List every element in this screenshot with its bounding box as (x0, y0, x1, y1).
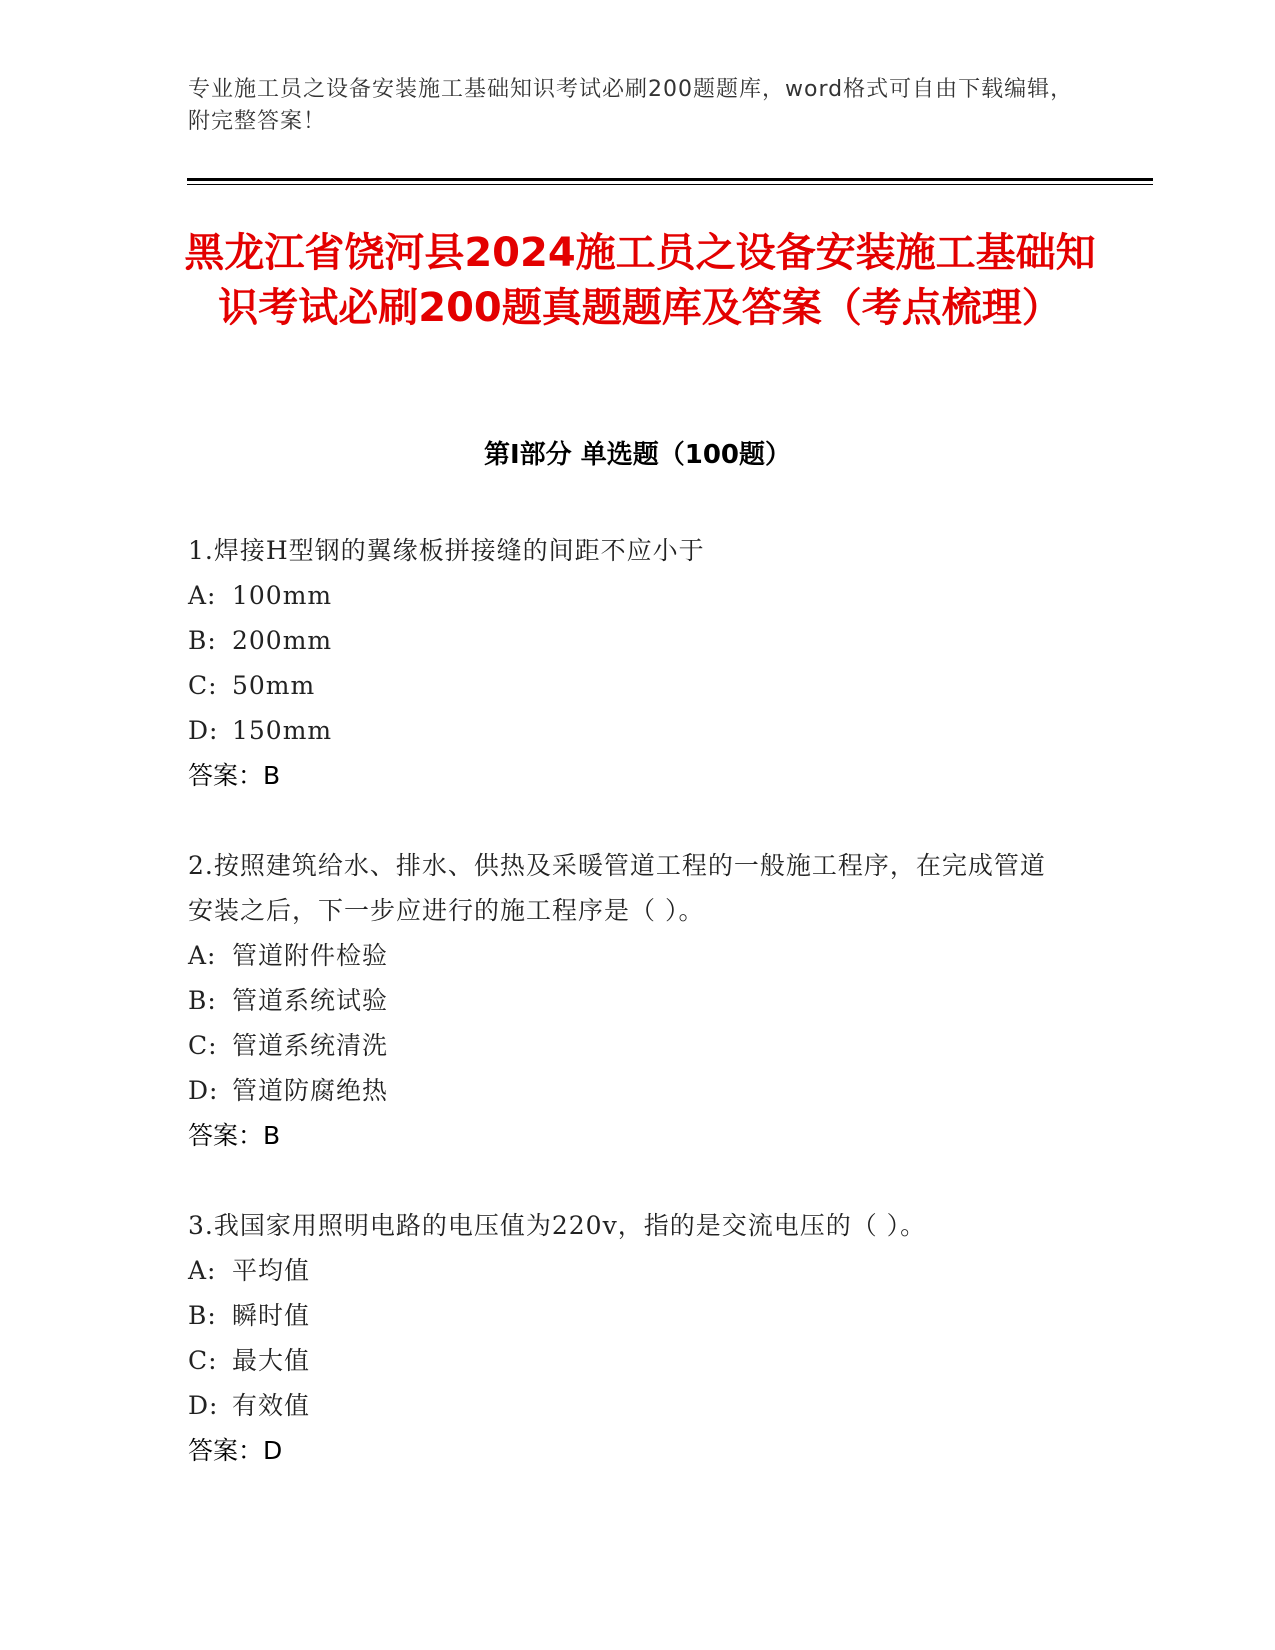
option-d (188, 708, 1068, 753)
option-text: 100mm (232, 581, 333, 610)
option-text: 管道防腐绝热 (232, 1076, 389, 1105)
question-1 (188, 528, 1068, 798)
option-key: D: (188, 716, 219, 745)
option-c (188, 1023, 1068, 1068)
option-c (188, 663, 1068, 708)
answer: 答案：D (188, 1436, 283, 1465)
option-a (188, 573, 1068, 618)
option-key: D: (188, 1076, 219, 1105)
option-text: 瞬时值 (232, 1301, 311, 1330)
question-stem: 1.焊接H型钢的翼缘板拼接缝的间距不应小于 (188, 536, 705, 565)
option-key: B: (188, 626, 217, 655)
option-key: A: (188, 941, 217, 970)
option-text: 管道系统试验 (232, 986, 389, 1015)
answer: 答案：B (188, 761, 281, 790)
option-key: A: (188, 581, 217, 610)
question-list (188, 528, 1068, 1518)
option-b (188, 978, 1068, 1023)
option-a (188, 1248, 1068, 1293)
option-d (188, 1383, 1068, 1428)
option-b (188, 1293, 1068, 1338)
option-key: B: (188, 986, 217, 1015)
question-stem: 3.我国家用照明电路的电压值为220v，指的是交流电压的（ ）。 (188, 1211, 927, 1240)
document-title: 黑龙江省饶河县2024施工员之设备安装施工基础知识考试必刷200题真题题库及答案（考点梳理） (184, 230, 1096, 331)
option-key: D: (188, 1391, 219, 1420)
option-b (188, 618, 1068, 663)
option-d (188, 1068, 1068, 1113)
question-stem: 2.按照建筑给水、排水、供热及采暖管道工程的一般施工程序，在完成管道安装之后，下一步应进行的施工程序是（ ）。 (188, 851, 1046, 925)
option-key: B: (188, 1301, 217, 1330)
option-text: 50mm (232, 671, 316, 700)
section-title: 第I部分 单选题（100题） (484, 440, 791, 470)
answer: 答案：B (188, 1121, 281, 1150)
question-2 (188, 843, 1068, 1158)
option-text: 平均值 (232, 1256, 311, 1285)
option-key: C: (188, 1346, 218, 1375)
option-key: C: (188, 1031, 218, 1060)
option-text: 管道附件检验 (232, 941, 389, 970)
header-rule-thick (187, 178, 1153, 181)
option-c (188, 1338, 1068, 1383)
header-note: 专业施工员之设备安装施工基础知识考试必刷200题题库，word格式可自由下载编辑，附完整答案！ (188, 77, 1074, 134)
option-key: C: (188, 671, 218, 700)
option-text: 管道系统清洗 (232, 1031, 389, 1060)
option-text: 有效值 (232, 1391, 311, 1420)
header-rule-thin (187, 184, 1153, 185)
question-3 (188, 1203, 1068, 1473)
option-key: A: (188, 1256, 217, 1285)
option-a (188, 933, 1068, 978)
option-text: 200mm (232, 626, 333, 655)
option-text: 最大值 (232, 1346, 311, 1375)
option-text: 150mm (232, 716, 333, 745)
